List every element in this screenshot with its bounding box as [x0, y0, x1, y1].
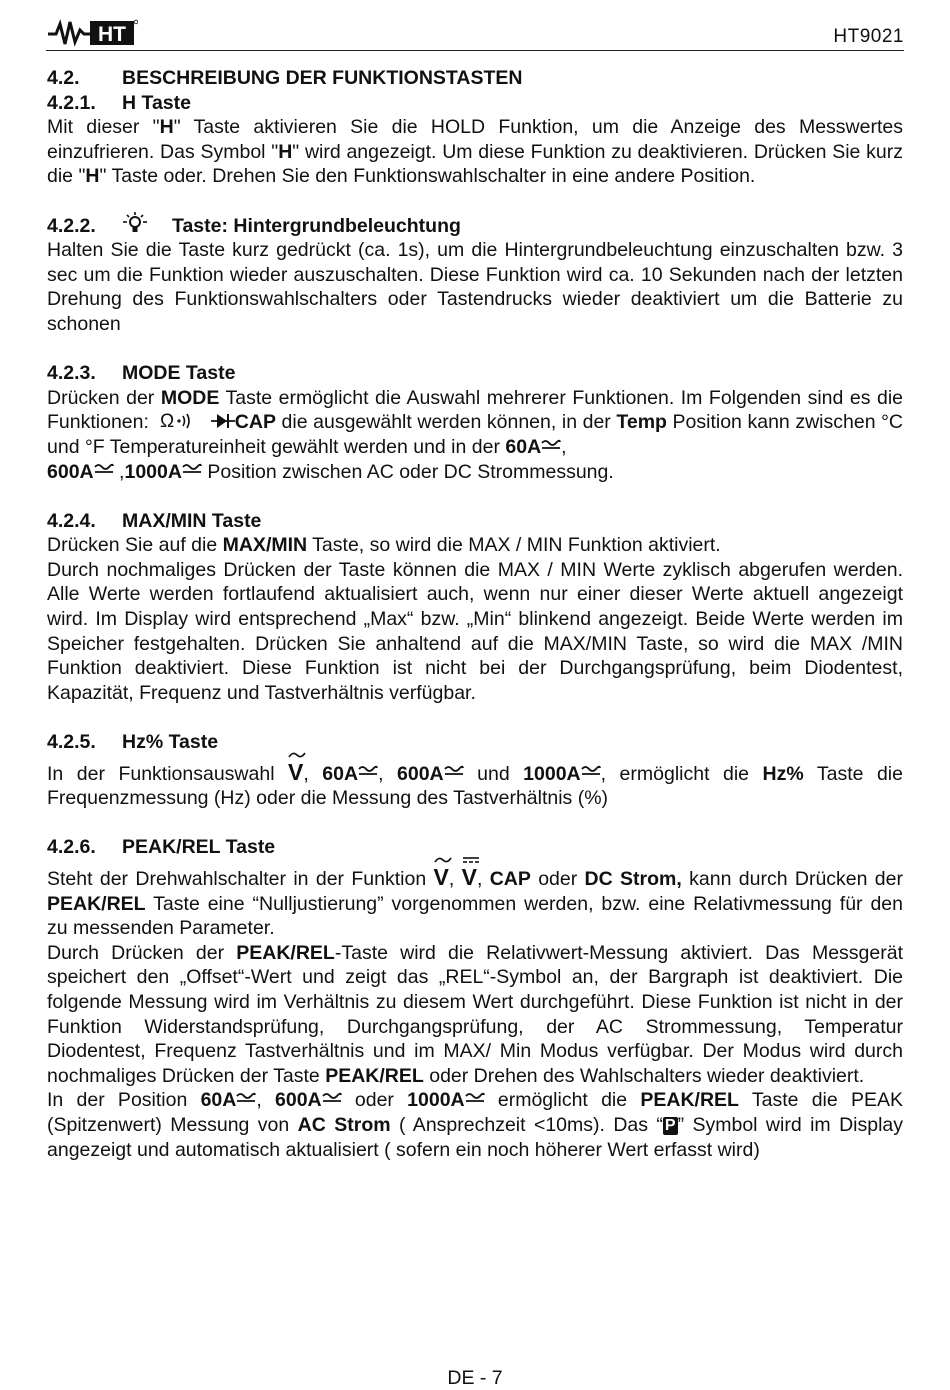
section-heading: 4.2. BESCHREIBUNG DER FUNKTIONSTASTEN	[47, 67, 523, 89]
ac-dc-icon	[322, 1091, 342, 1105]
paragraph-backlight: Halten Sie die Taste kurz gedrückt (ca. 1s), um die Hintergrundbeleuchtung einzuschalten bzw. 3 sec um die Funktion wieder auszuschalten. Diese Funktion wird ca. 10 Sekunden nach der letzten Drehung des Funktionswahlschalters oder Tastendrucks wieder deaktiviert um die Batterie zu schonen	[47, 239, 903, 335]
paragraph-maxmin-1: Drücken Sie auf die MAX/MIN Taste, so wird die MAX / MIN Funktion aktiviert.	[47, 534, 721, 557]
paragraph-peakrel-1: Steht der Drehwahlschalter in der Funktion V, V, CAP oder DC Strom, kann durch Drücken der PEAK/REL Taste eine “Nulljustierung” vorgenommen werden, bzw. eine Relativmessung für den zu messenden Parameter.	[47, 865, 903, 941]
diode-icon	[211, 411, 235, 431]
model-number: HT9021	[833, 26, 904, 47]
paragraph-maxmin-2: Durch nochmaliges Drücken der Taste können die MAX / MIN Werte zyklisch abgerufen werden. Alle Werte werden fortlaufend aktualisiert auch, wenn nur einer dieser Werte aktuell angezeigt wird. Im Display wird entsprechend „Max“ bzw. „Min“ blinkend angezeigt. Beide Werte werden im Speicher festgehalten. Drücken Sie anhaltend auf die MAX/MIN Taste, so wird die MAX /MIN Funktion deaktiviert. Diese Funktion ist nicht bei der Durchgangsprüfung, beim Diodentest, Kapazität, Frequenz und Tastverhältnis verfügbar.	[47, 558, 903, 704]
ohm-continuity-icon	[160, 411, 194, 431]
ac-tilde-icon	[288, 751, 306, 759]
ac-dc-icon	[541, 438, 561, 452]
ac-dc-icon	[182, 462, 202, 476]
paragraph-mode: Drücken der MODE Taste ermöglicht die Auswahl mehrerer Funktionen. Im Folgenden sind es die Funktionen: Ω CAP die ausgewählt werden können, in der Temp Position kann zwischen °C und °F Temperatureinheit gewählt werden und in der 60A , 600A ,1000A Position zwischen AC oder DC Strommessung.	[47, 386, 903, 483]
paragraph-hz: In der Funktionsauswahl V, 60A , 600A und 1000A , ermöglicht die Hz% Taste die Frequenzmessung (Hz) oder die Messung des Tastverhältnis (%)	[47, 760, 903, 811]
heading-hz: 4.2.5. Hz% Taste	[47, 731, 219, 754]
page-number: DE - 7	[447, 1367, 503, 1389]
heading-peakrel: 4.2.6. PEAK/REL Taste	[47, 836, 276, 859]
ac-dc-icon	[444, 764, 464, 778]
heading-h-taste: 4.2.1. H Taste	[47, 91, 191, 114]
backlight-icon	[122, 212, 152, 236]
document-body	[47, 66, 903, 1162]
ac-dc-icon	[465, 1091, 485, 1105]
peak-symbol-icon: P	[664, 1116, 676, 1134]
paragraph-h-taste: Mit dieser "H" Taste aktivieren Sie die HOLD Funktion, um die Anzeige des Messwertes einzufrieren. Das Symbol "H" wird angezeigt. Um diese Funktion zu deaktivieren. Drücken Sie kurz die "H" Taste oder. Drehen Sie den Funktionswahlschalter in eine andere Position.	[47, 116, 903, 188]
paragraph-peakrel-3: In der Position 60A , 600A oder 1000A ermöglicht die PEAK/REL Taste die PEAK (Spitzenwert) Messung von AC Strom ( Ansprechzeit <10ms). Das “ P ” Symbol wird im Display angezeigt und automatisch aktualisiert ( sofern ein noch höherer Wert erfasst wird)	[47, 1089, 904, 1161]
ac-tilde-icon	[434, 856, 452, 864]
svg-text:HT: HT	[98, 23, 126, 46]
ht-logo	[46, 18, 138, 48]
dc-bar-icon	[462, 856, 480, 864]
heading-mode: 4.2.3. MODE Taste	[47, 362, 236, 385]
ac-dc-icon	[94, 462, 114, 476]
ac-dc-icon	[236, 1091, 256, 1105]
svg-text:Ω: Ω	[160, 411, 175, 432]
paragraph-peakrel-2: Durch Drücken der PEAK/REL-Taste wird die Relativwert-Messung aktiviert. Das Messgerät speichert den „Offset“-Wert und zeigt das „REL“-Symbol an, der Bargraph ist deaktiviert. Die folgende Messung wird im Verhältnis zu diesem Wert durchgeführt. Diese Funktion ist nicht in der Funktion Widerstandsprüfung, Durchgangsprüfung, der AC Strommessung, Temperatur Diodentest, Frequenz Tastverhältnis und im MAX/ Min Modus verfügbar. Der Modus wird durch nochmaliges Drücken der Taste PEAK/REL oder Drehen des Wahlschalters wieder deaktiviert.	[47, 941, 903, 1087]
heading-backlight: 4.2.2. Taste: Hintergrundbeleuchtung	[47, 214, 903, 239]
heading-maxmin: 4.2.4. MAX/MIN Taste	[47, 509, 262, 532]
ac-dc-icon	[358, 764, 378, 778]
page-header	[46, 14, 904, 51]
ac-dc-icon	[581, 764, 601, 778]
